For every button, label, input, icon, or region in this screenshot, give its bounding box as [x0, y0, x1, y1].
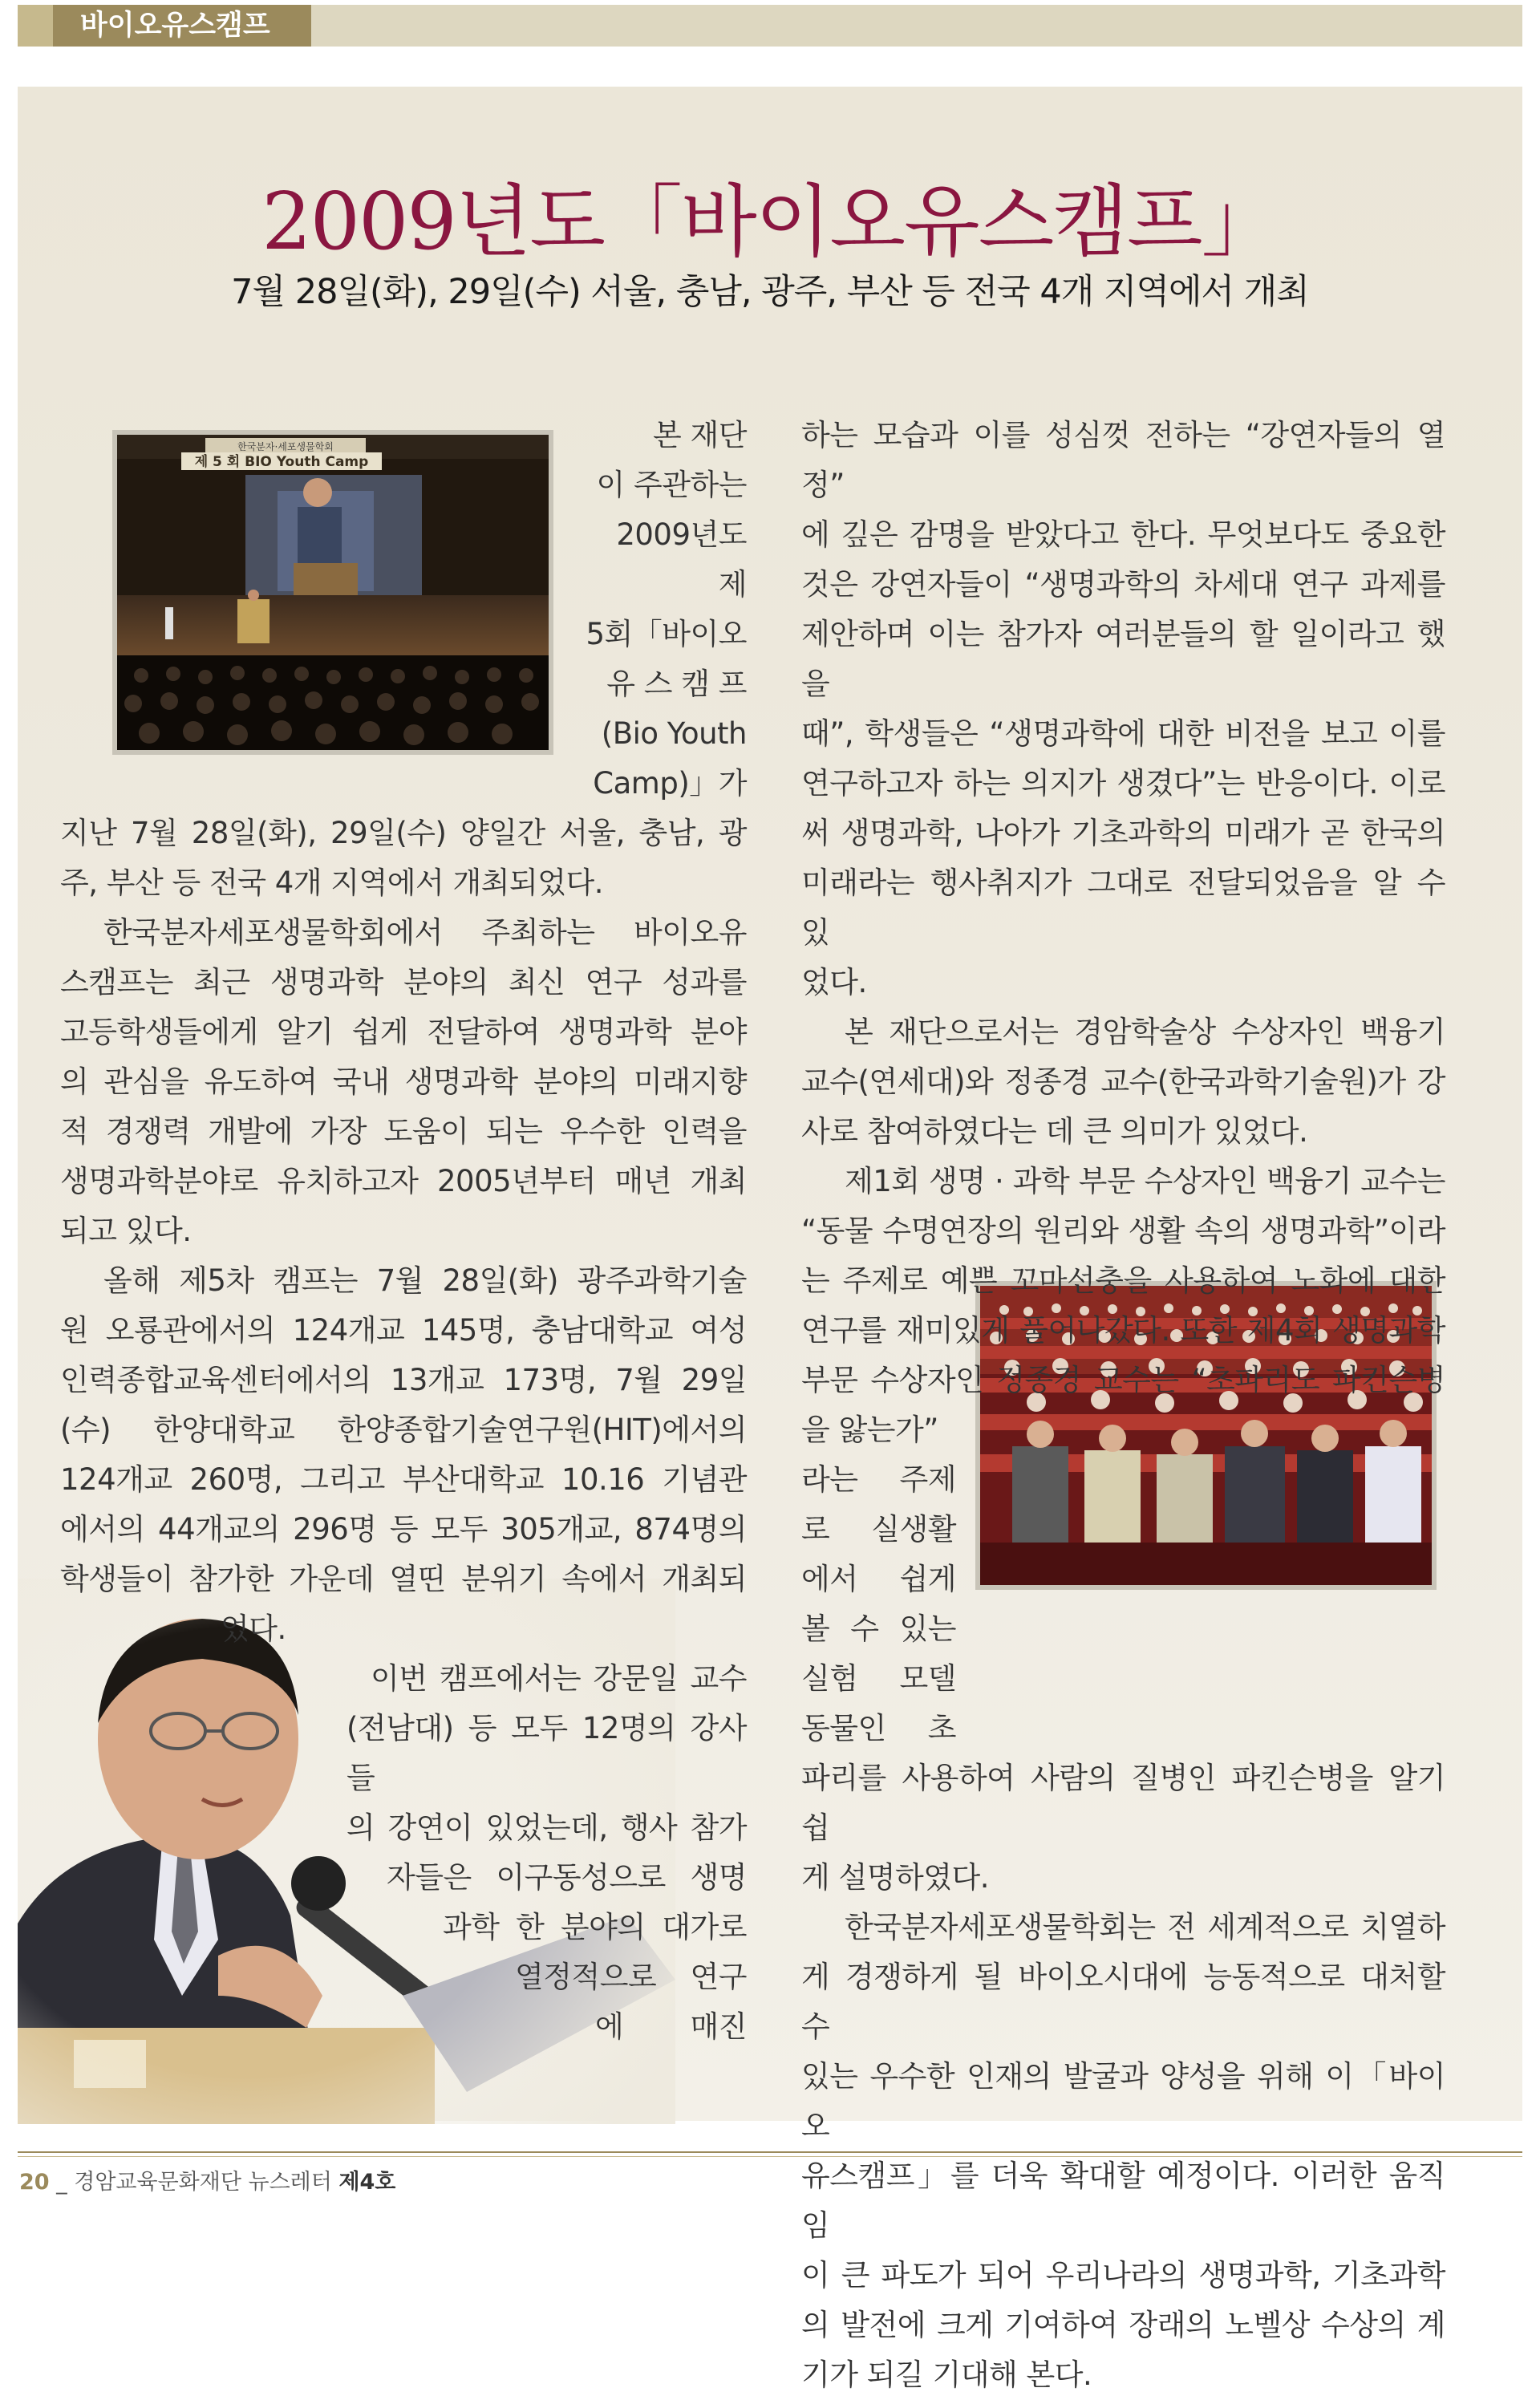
paragraph-line: 실험 모델	[801, 1661, 956, 1696]
camp-banner-text: 제 5 회 BIO Youth Camp	[194, 454, 369, 470]
paragraph-line: 124개교 260명, 그리고 부산대학교 10.16 기념관	[60, 1462, 747, 1497]
issue-number: 제4호	[338, 2170, 396, 2195]
header-accent-block	[18, 5, 53, 47]
paragraph-line: 한국분자세포생물학회는 전 세계적으로 치열하	[845, 1910, 1445, 1944]
paragraph-line: 교수(연세대)와 정종경 교수(한국과학기술원)가 강	[801, 1064, 1445, 1099]
paragraph-line: 하는 모습과 이를 성심껏 전하는 “강연자들의 열정”	[801, 418, 1445, 502]
paragraph-line: 열정적으로 연구	[515, 1960, 747, 1994]
right-column	[801, 411, 1445, 2400]
paragraph-line: 에 깊은 감명을 받았다고 한다. 무엇보다도 중요한	[801, 517, 1445, 552]
paragraph-line: 게 설명하였다.	[801, 1860, 989, 1895]
paragraph-line: 에서 쉽게	[801, 1562, 956, 1596]
paragraph-line: 유스캠프」를 더욱 확대할 예정이다. 이러한 움직임	[801, 2159, 1445, 2243]
paragraph-line: 게 경쟁하게 될 바이오시대에 능동적으로 대처할 수	[801, 1960, 1445, 2044]
footer-separator: _	[56, 2170, 67, 2195]
paragraph-line: 되고 있다.	[60, 1214, 192, 1248]
paragraph-line: 의 강연이 있었는데, 행사 참가	[346, 1810, 747, 1845]
paragraph-line: 에서의 44개교의 296명 등 모두 305개교, 874명의	[60, 1512, 747, 1547]
paragraph-line: 인력종합교육센터에서의 13개교 173명, 7월 29일	[60, 1363, 747, 1397]
paragraph-line: 미래라는 행사취지가 그대로 전달되었음을 알 수 있	[801, 866, 1445, 950]
paragraph-line: 의 관심을 유도하여 국내 생명과학 분야의 미래지향	[60, 1064, 747, 1099]
paragraph-line: 2009년도 제	[616, 517, 747, 602]
paragraph-line: 올해 제5차 캠프는 7월 28일(화) 광주과학기술	[103, 1263, 747, 1298]
paragraph-line: 주, 부산 등 전국 4개 지역에서 개최되었다.	[60, 866, 604, 900]
paragraph-line: 생명과학분야로 유치하고자 2005년부터 매년 개최	[60, 1164, 747, 1198]
paragraph-line: 연구하고자 하는 의지가 생겼다”는 반응이다. 이로	[801, 766, 1445, 801]
paragraph-line: 라는 주제	[801, 1462, 956, 1497]
paragraph-line: (수) 한양대학교 한양종합기술연구원(HIT)에서의	[60, 1413, 747, 1447]
paragraph-line: 부문 수상자인 정종경 교수는 “초파리도 파킨슨병	[801, 1363, 1445, 1397]
paragraph-line: 원 오룡관에서의 124개교 145명, 충남대학교 여성	[60, 1313, 747, 1348]
paragraph-line: 있는 우수한 인재의 발굴과 양성을 위해 이「바이오	[801, 2059, 1445, 2143]
footer-rule	[18, 2151, 1522, 2153]
paragraph-line: 과학 한 분야의 대가로	[443, 1910, 747, 1944]
paragraph-line: 파리를 사용하여 사람의 질병인 파킨슨병을 알기 쉽	[801, 1761, 1445, 1845]
paragraph-line: 의 발전에 크게 기여하여 장래의 노벨상 수상의 계	[801, 2308, 1445, 2342]
paragraph-line: 때”, 학생들은 “생명과학에 대한 비전을 보고 이를	[801, 716, 1445, 751]
paragraph-line: 고등학생들에게 알기 쉽게 전달하여 생명과학 분야	[60, 1015, 747, 1049]
paragraph-line: 로 실생활	[801, 1512, 956, 1547]
article-title: 2009년도「바이오유스캠프」	[261, 176, 1279, 268]
article-subtitle: 7월 28일(화), 29일(수) 서울, 충남, 광주, 부산 등 전국 4개 지역에서 개최	[231, 272, 1309, 312]
paragraph-line: 기가 되길 기대해 본다.	[801, 2357, 1092, 2392]
footer-rule-thin	[18, 2156, 1522, 2157]
paragraph-line: 는 주제로 예쁜 꼬마선충을 사용하여 노화에 대한	[801, 1263, 1445, 1298]
paragraph-line: 이번 캠프에서는 강문일 교수	[371, 1661, 747, 1696]
paragraph-line: 본 재단	[653, 418, 747, 452]
paragraph-line: 에 매진	[595, 2009, 747, 2044]
left-column	[60, 411, 747, 2052]
section-tab: 바이오유스캠프	[53, 5, 311, 47]
paragraph-line: 써 생명과학, 나아가 기초과학의 미래가 곧 한국의	[801, 816, 1445, 850]
paragraph-line: 본 재단으로서는 경암학술상 수상자인 백융기	[845, 1015, 1445, 1049]
publication-name: 경암교육문화재단 뉴스레터	[74, 2170, 332, 2195]
paragraph-line: 제1회 생명 · 과학 부문 수상자인 백융기 교수는	[845, 1164, 1445, 1198]
paragraph-line: 동물인 초	[801, 1711, 956, 1745]
paragraph-line: 었다.	[801, 965, 867, 999]
paragraph-line: 었다.	[221, 1611, 286, 1646]
paragraph-line: “동물 수명연장의 원리와 생활 속의 생명과학”이라	[801, 1214, 1445, 1248]
paragraph-line: 제안하며 이는 참가자 여러분들의 할 일이라고 했을	[801, 617, 1445, 701]
paragraph-line: 스캠프는 최근 생명과학 분야의 최신 연구 성과를	[60, 965, 747, 999]
paragraph-line: 지난 7월 28일(화), 29일(수) 양일간 서울, 충남, 광	[60, 816, 747, 850]
paragraph-line: 유 스 캠 프	[606, 667, 747, 701]
paragraph-line: 적 경쟁력 개발에 가장 도움이 되는 우수한 인력을	[60, 1114, 747, 1149]
paragraph-line: 한국분자세포생물학회에서 주최하는 바이오유	[103, 915, 747, 950]
paragraph-line: 5회「바이오	[586, 617, 747, 651]
svg-text:한국분자·세포생물학회: 한국분자·세포생물학회	[237, 441, 334, 452]
paragraph-line: 이 큰 파도가 되어 우리나라의 생명과학, 기초과학	[801, 2258, 1445, 2293]
paragraph-line: (전남대) 등 모두 12명의 강사들	[346, 1711, 747, 1795]
page-number: 20	[19, 2170, 50, 2195]
paragraph-line: (Bio Youth	[601, 716, 747, 751]
paragraph-line: 볼 수 있는	[801, 1611, 956, 1646]
paragraph-line: 연구를 재미있게 풀어나갔다. 또한 제4회 생명과학	[801, 1313, 1445, 1348]
paragraph-line: 사로 참여하였다는 데 큰 의미가 있었다.	[801, 1114, 1308, 1149]
paragraph-line: Camp)」가	[593, 766, 747, 801]
paragraph-line: 것은 강연자들이 “생명과학의 차세대 연구 과제를	[801, 567, 1445, 602]
paragraph-line: 이 주관하는	[596, 468, 747, 502]
paragraph-line: 자들은 이구동성으로 생명	[387, 1860, 747, 1895]
page-footer	[19, 2164, 395, 2195]
paragraph-line: 을 앓는가”	[801, 1413, 938, 1447]
paragraph-line: 학생들이 참가한 가운데 열띤 분위기 속에서 개최되	[60, 1562, 747, 1596]
